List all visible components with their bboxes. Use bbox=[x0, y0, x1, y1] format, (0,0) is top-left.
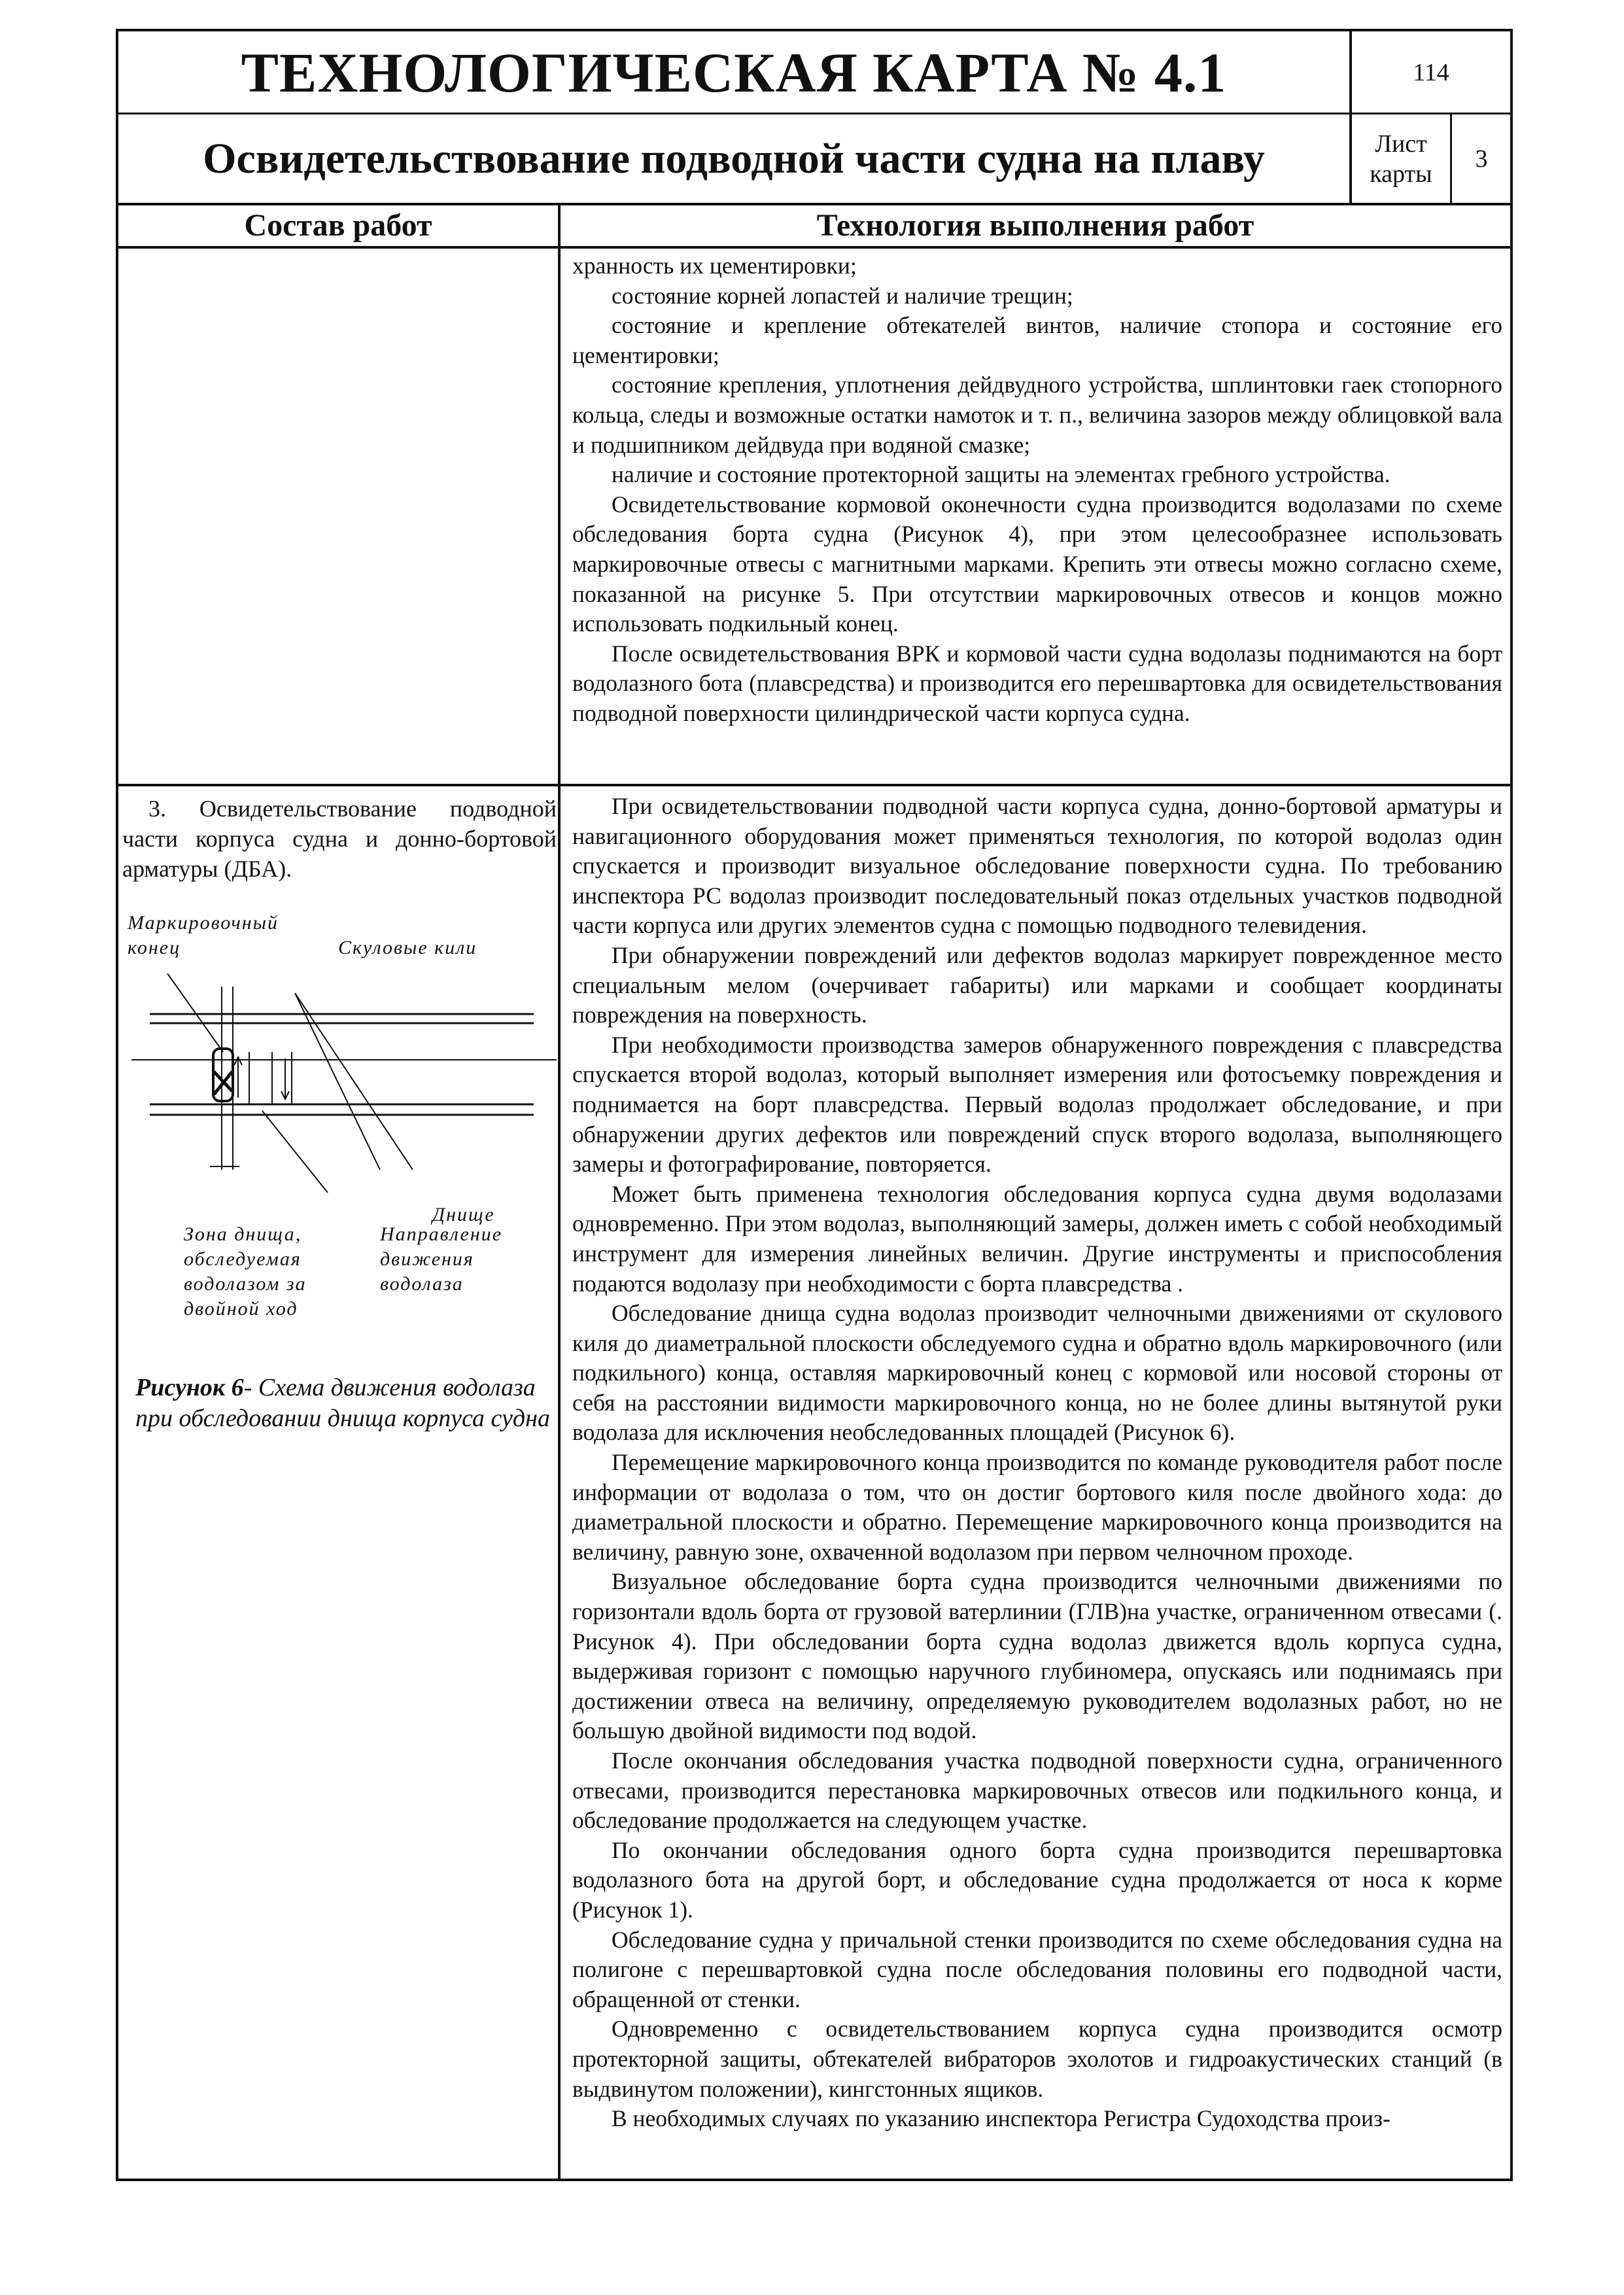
paragraph: Может быть применена технология обследования корпуса судна двумя водолазами одновременно. При этом водолаз, выполняющий замеры, должен иметь с собой необходимый инструмент для измерения линейных величин. Другие инструменты и приспособления подаются водолазу при необходимости с борта плавсредства . bbox=[572, 1180, 1502, 1297]
figure-label-zone-line1: Зона днища, bbox=[184, 1223, 302, 1245]
paragraph: состояние корней лопастей и наличие трещин; bbox=[612, 282, 1073, 309]
figure-caption-text: - Схема движения водолаза при обследовании днища корпуса судна bbox=[135, 1374, 550, 1432]
leader-line bbox=[295, 993, 380, 1170]
figure-label-direction bbox=[380, 1222, 502, 1297]
sheet-label-line2: карты bbox=[1370, 160, 1432, 188]
header-divider bbox=[1349, 31, 1352, 204]
card-subtitle: Освидетельствование подводной части судна на плаву bbox=[203, 135, 1265, 183]
column-divider bbox=[558, 204, 561, 2181]
paragraph: При обнаружении повреждений или дефектов водолаз маркирует поврежденное место специальным мелом (очерчивает габариты) или марками и сообщает координаты повреждения на поверхность. bbox=[572, 941, 1502, 1028]
section-3-text bbox=[572, 792, 1502, 2134]
leader-line bbox=[262, 1111, 328, 1193]
figure-label-marker-end-line1: Маркировочный bbox=[128, 912, 279, 934]
paragraph: наличие и состояние протекторной защиты на элементах гребного устройства. bbox=[612, 461, 1391, 488]
paragraph: По окончании обследования одного борта судна производится перешвартовка водолазного бота на другой борт, и обследование судна продолжается от носа к корме (Рисунок 1). bbox=[572, 1836, 1502, 1923]
paragraph: Освидетельствование кормовой оконечности судна производится водолазами по схеме обследования борта судна (Рисунок 4), при этом целесообразнее использовать маркировочные отвесы с магнитными марками. Крепить эти отвесы можно согласно схеме, показанной на рисунке 5. При отсутствии маркировочных отвесов и концов можно использовать подкильный конец. bbox=[572, 491, 1502, 637]
sheet-number: 3 bbox=[1475, 145, 1488, 173]
section-top-text bbox=[572, 251, 1502, 729]
technological-card-sheet bbox=[116, 29, 1513, 2181]
header-divider bbox=[1450, 114, 1452, 204]
paragraph: Обследование судна у причальной стенки производится по схеме обследования судна на полигоне с перешвартовкой судна после обследования половины его подводной части, обращенной от стенки. bbox=[572, 1926, 1502, 2012]
paragraph: При необходимости производства замеров обнаруженного повреждения с плавсредства спускается второй водолаз, который выполняет измерения или фотосъемку повреждения и поднимается на борт плавсредства. Первый водолаз продолжает обследование, и при обнаружении других дефектов или повреждений спуск второго водолаза, выполняющего замеры и фотографирование, повторяется. bbox=[572, 1031, 1502, 1178]
figure-label-marker-end-line2: конец bbox=[128, 937, 181, 958]
paragraph: После окончания обследования участка подводной поверхности судна, ограниченного отвесами, производится перестановка маркировочных отвесов или подкильного конца, и обследование продолжается на следующем участке. bbox=[572, 1747, 1502, 1834]
paragraph: Одновременно с освидетельствованием корпуса судна производится осмотр протекторной защиты, обтекателей вибраторов эхолотов и гидроакустических станций (в выдвинутом положении), кингстонных ящиков. bbox=[572, 2016, 1502, 2102]
section-divider bbox=[118, 784, 1510, 786]
paragraph: хранность их цементировки; bbox=[572, 253, 857, 279]
figure-label-direction-line2: движения bbox=[380, 1248, 474, 1270]
figure-label-zone-line2: обследуемая bbox=[184, 1248, 302, 1270]
section-3-title-text: 3. Освидетельствование подводной части корпуса судна и донно-бортовой арматуры (ДБА). bbox=[122, 796, 557, 882]
page-number: 114 bbox=[1413, 59, 1449, 86]
paragraph: Обследование днища судна водолаз производит челночными движениями от скулового киля до диаметральной плоскости обследуемого судна и обратно вдоль маркировочного (или подкильного) конца, оставляя маркировочный конец с кормовой или носовой стороны от себя на расстоянии видимости маркировочного конца, но не более длины вытянутой руки водолаза для исключения необследованных площадей (Рисунок 6). bbox=[572, 1300, 1502, 1446]
figure-label-zone-line4: двойной ход bbox=[184, 1298, 298, 1320]
header-divider bbox=[118, 113, 1510, 114]
section-3-title bbox=[122, 794, 557, 884]
paragraph: Перемещение маркировочного конца производится по команде руководителя работ после информации от водолаза о том, что он достиг бортового киля после двойного хода: до диаметральной плоскости и обратно. Перемещение маркировочного конца производится на величину, равную зоне, охваченной водолазом при первом челночном проходе. bbox=[572, 1449, 1502, 1565]
figure-caption-number: Рисунок 6 bbox=[135, 1374, 244, 1401]
leader-line bbox=[167, 973, 223, 1052]
figure-caption bbox=[135, 1373, 554, 1434]
column-header-divider bbox=[118, 246, 1510, 249]
figure-label-bilge-keels: Скуловые кили bbox=[338, 937, 477, 958]
figure-label-zone bbox=[184, 1222, 307, 1322]
sheet-label bbox=[1352, 114, 1450, 204]
paragraph: После освидетельствования ВРК и кормовой части судна водолазы поднимаются на борт водолазного бота (плавсредства) и производится его перешвартовка для освидетельствования подводной поверхности цилиндрической части корпуса судна. bbox=[572, 640, 1502, 726]
card-title: ТЕХНОЛОГИЧЕСКАЯ КАРТА № 4.1 bbox=[241, 41, 1227, 104]
figure-label-direction-line1: Направление bbox=[380, 1223, 503, 1245]
sheet-label-line1: Лист bbox=[1375, 130, 1427, 158]
column-header-technology: Технология выполнения работ bbox=[816, 207, 1254, 243]
paragraph: В необходимых случаях по указанию инспектора Регистра Судоходства произ- bbox=[612, 2105, 1391, 2132]
figure-label-marker-end bbox=[128, 911, 279, 960]
paragraph: Визуальное обследование борта судна производится челночными движениями по горизонтали вдоль борта от грузовой ватерлинии (ГЛВ)на участке, ограниченном отвесами (. Рисунок 4). При обследовании борта судна водолаз движется вдоль корпуса судна, выдерживая горизонт с помощью наручного глубиномера, опускаясь или поднимаясь при достижении отвеса на величину, определяемую руководителем водолазных работ, но не большую двойной видимости под водой. bbox=[572, 1568, 1502, 1744]
figure-label-direction-line3: водолаза bbox=[380, 1273, 464, 1295]
paragraph: состояние и крепление обтекателей винтов, наличие стопора и состояние его цементировки; bbox=[572, 312, 1502, 368]
paragraph: состояние крепления, уплотнения дейдвудного устройства, шплинтовки гаек стопорного кольца, следы и возможные остатки намоток и т. п., величина зазоров между облицовкой вала и подшипником дейдвуда при водяной смазке; bbox=[572, 372, 1502, 458]
figure-label-zone-line3: водолазом за bbox=[184, 1273, 307, 1295]
figure-label-bottom: Днище bbox=[432, 1204, 495, 1225]
column-header-work-composition: Состав работ bbox=[244, 207, 432, 243]
paragraph: При освидетельствовании подводной части корпуса судна, донно-бортовой арматуры и навигационного оборудования может применяться технология, по которой водолаз один спускается и производит визуальное обследование поверхности судна. По требованию инспектора РС водолаз производит последовательный показ отдельных участков подводной части корпуса или других элементов судна с помощью подводного телевидения. bbox=[572, 793, 1502, 939]
leader-line bbox=[295, 993, 413, 1170]
